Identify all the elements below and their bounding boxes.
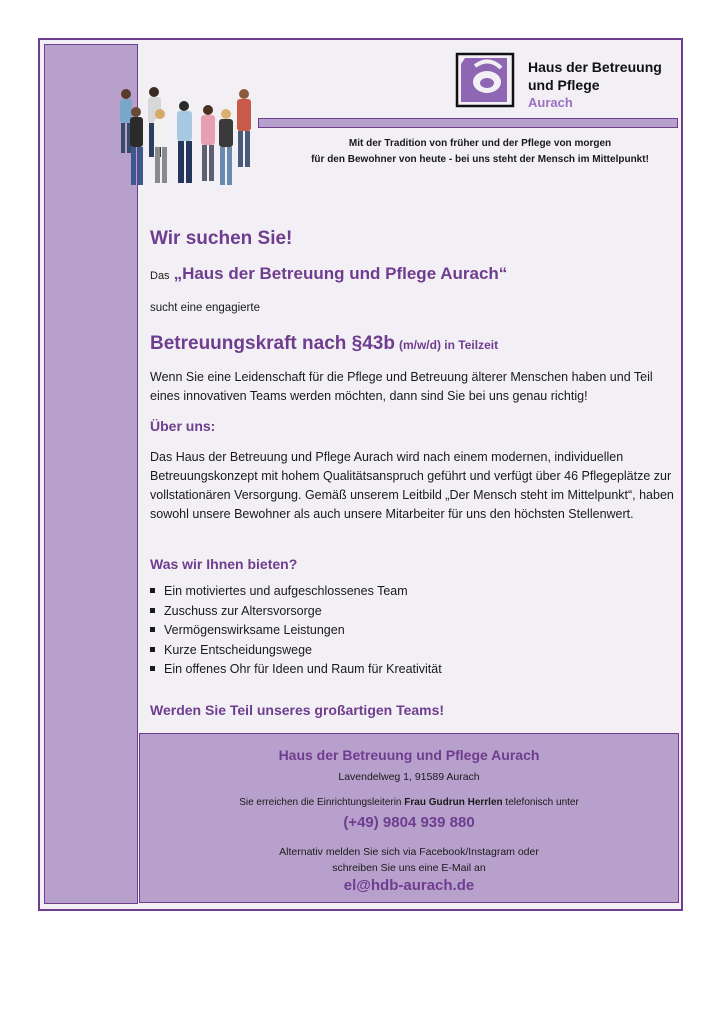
intro-text: Wenn Sie eine Leidenschaft für die Pflege und Betreuung älterer Menschen haben und Teil eines innovativen Teams werden möchten, dann sind Sie bei uns genau richtig! xyxy=(150,370,653,403)
aurach-logo-icon xyxy=(455,52,517,108)
benefit-list xyxy=(150,582,442,680)
bullet-icon xyxy=(150,588,155,593)
benefit-text: Ein offenes Ohr für Ideen und Raum für Kreativität xyxy=(164,662,442,676)
benefit-item xyxy=(150,641,442,661)
sucht-label: sucht eine engagierte xyxy=(150,302,260,314)
job-title-line xyxy=(150,333,498,355)
house-headline xyxy=(150,264,507,284)
tagline xyxy=(285,136,675,168)
tagline-bar xyxy=(258,118,678,128)
contact-alt-text xyxy=(140,844,678,876)
contact-phone[interactable]: (+49) 9804 939 880 xyxy=(343,814,475,831)
bullet-icon xyxy=(150,627,155,632)
alt-line-2: schreiben Sie uns eine E-Mail an xyxy=(332,862,486,874)
people-group-illustration xyxy=(110,84,270,194)
benefit-text: Ein motiviertes und aufgeschlossenes Team xyxy=(164,584,408,598)
benefit-text: Vermögenswirksame Leistungen xyxy=(164,623,345,637)
reach-person: Frau Gudrun Herrlen xyxy=(404,797,503,808)
contact-name: Haus der Betreuung und Pflege Aurach xyxy=(278,747,540,763)
about-text: Das Haus der Betreuung und Pflege Aurach wird nach einem modernen, individuellen Betreuungskonzept mit hohem Qualitätsanspruch geführt und verfügt über 46 Pflegeplätze zur vollstationären Versorgung. Gemäß unserem Leitbild „Der Mensch steht im Mittelpunkt“, haben sowohl unsere Bewohner als auch unsere Mitarbeiter für uns den höchsten Stellenwert. xyxy=(150,450,674,521)
alt-line-1: Alternativ melden Sie sich via Facebook/Instagram oder xyxy=(279,846,539,858)
reach-suffix: telefonisch unter xyxy=(505,797,579,808)
job-suffix: (m/w/d) in Teilzeit xyxy=(398,338,499,352)
bullet-icon xyxy=(150,666,155,671)
about-heading: Über uns: xyxy=(150,418,216,434)
brand-name xyxy=(528,58,662,112)
reach-prefix: Sie erreichen die Einrichtungsleiterin xyxy=(239,797,402,808)
contact-reach-line xyxy=(140,797,678,808)
brand-line-2: und Pflege xyxy=(528,77,600,93)
offer-heading: Was wir Ihnen bieten? xyxy=(150,556,298,572)
tagline-line-1: Mit der Tradition von früher und der Pflege von morgen xyxy=(348,138,612,149)
house-name-title: „Haus der Betreuung und Pflege Aurach“ xyxy=(173,264,508,283)
benefit-item xyxy=(150,621,442,641)
das-label: Das xyxy=(150,270,170,282)
bullet-icon xyxy=(150,647,155,652)
contact-email[interactable]: el@hdb-aurach.de xyxy=(343,877,475,894)
benefit-item xyxy=(150,602,442,622)
contact-address: Lavendelweg 1, 91589 Aurach xyxy=(338,771,480,783)
contact-box xyxy=(139,733,679,903)
benefit-text: Kurze Entscheidungswege xyxy=(164,642,313,657)
benefit-item xyxy=(150,660,442,680)
brand-line-3: Aurach xyxy=(528,95,573,110)
brand-line-1: Haus der Betreuung xyxy=(528,59,662,75)
benefit-item xyxy=(150,582,442,602)
tagline-line-2: für den Bewohner von heute - bei uns steht der Mensch im Mittelpunkt! xyxy=(311,154,649,165)
bullet-icon xyxy=(150,608,155,613)
headline-wir-suchen: Wir suchen Sie! xyxy=(150,228,293,249)
benefit-text: Zuschuss zur Altersvorsorge xyxy=(164,603,322,618)
closing-headline: Werden Sie Teil unseres großartigen Teams! xyxy=(150,702,445,718)
job-title: Betreuungskraft nach §43b xyxy=(150,333,395,354)
